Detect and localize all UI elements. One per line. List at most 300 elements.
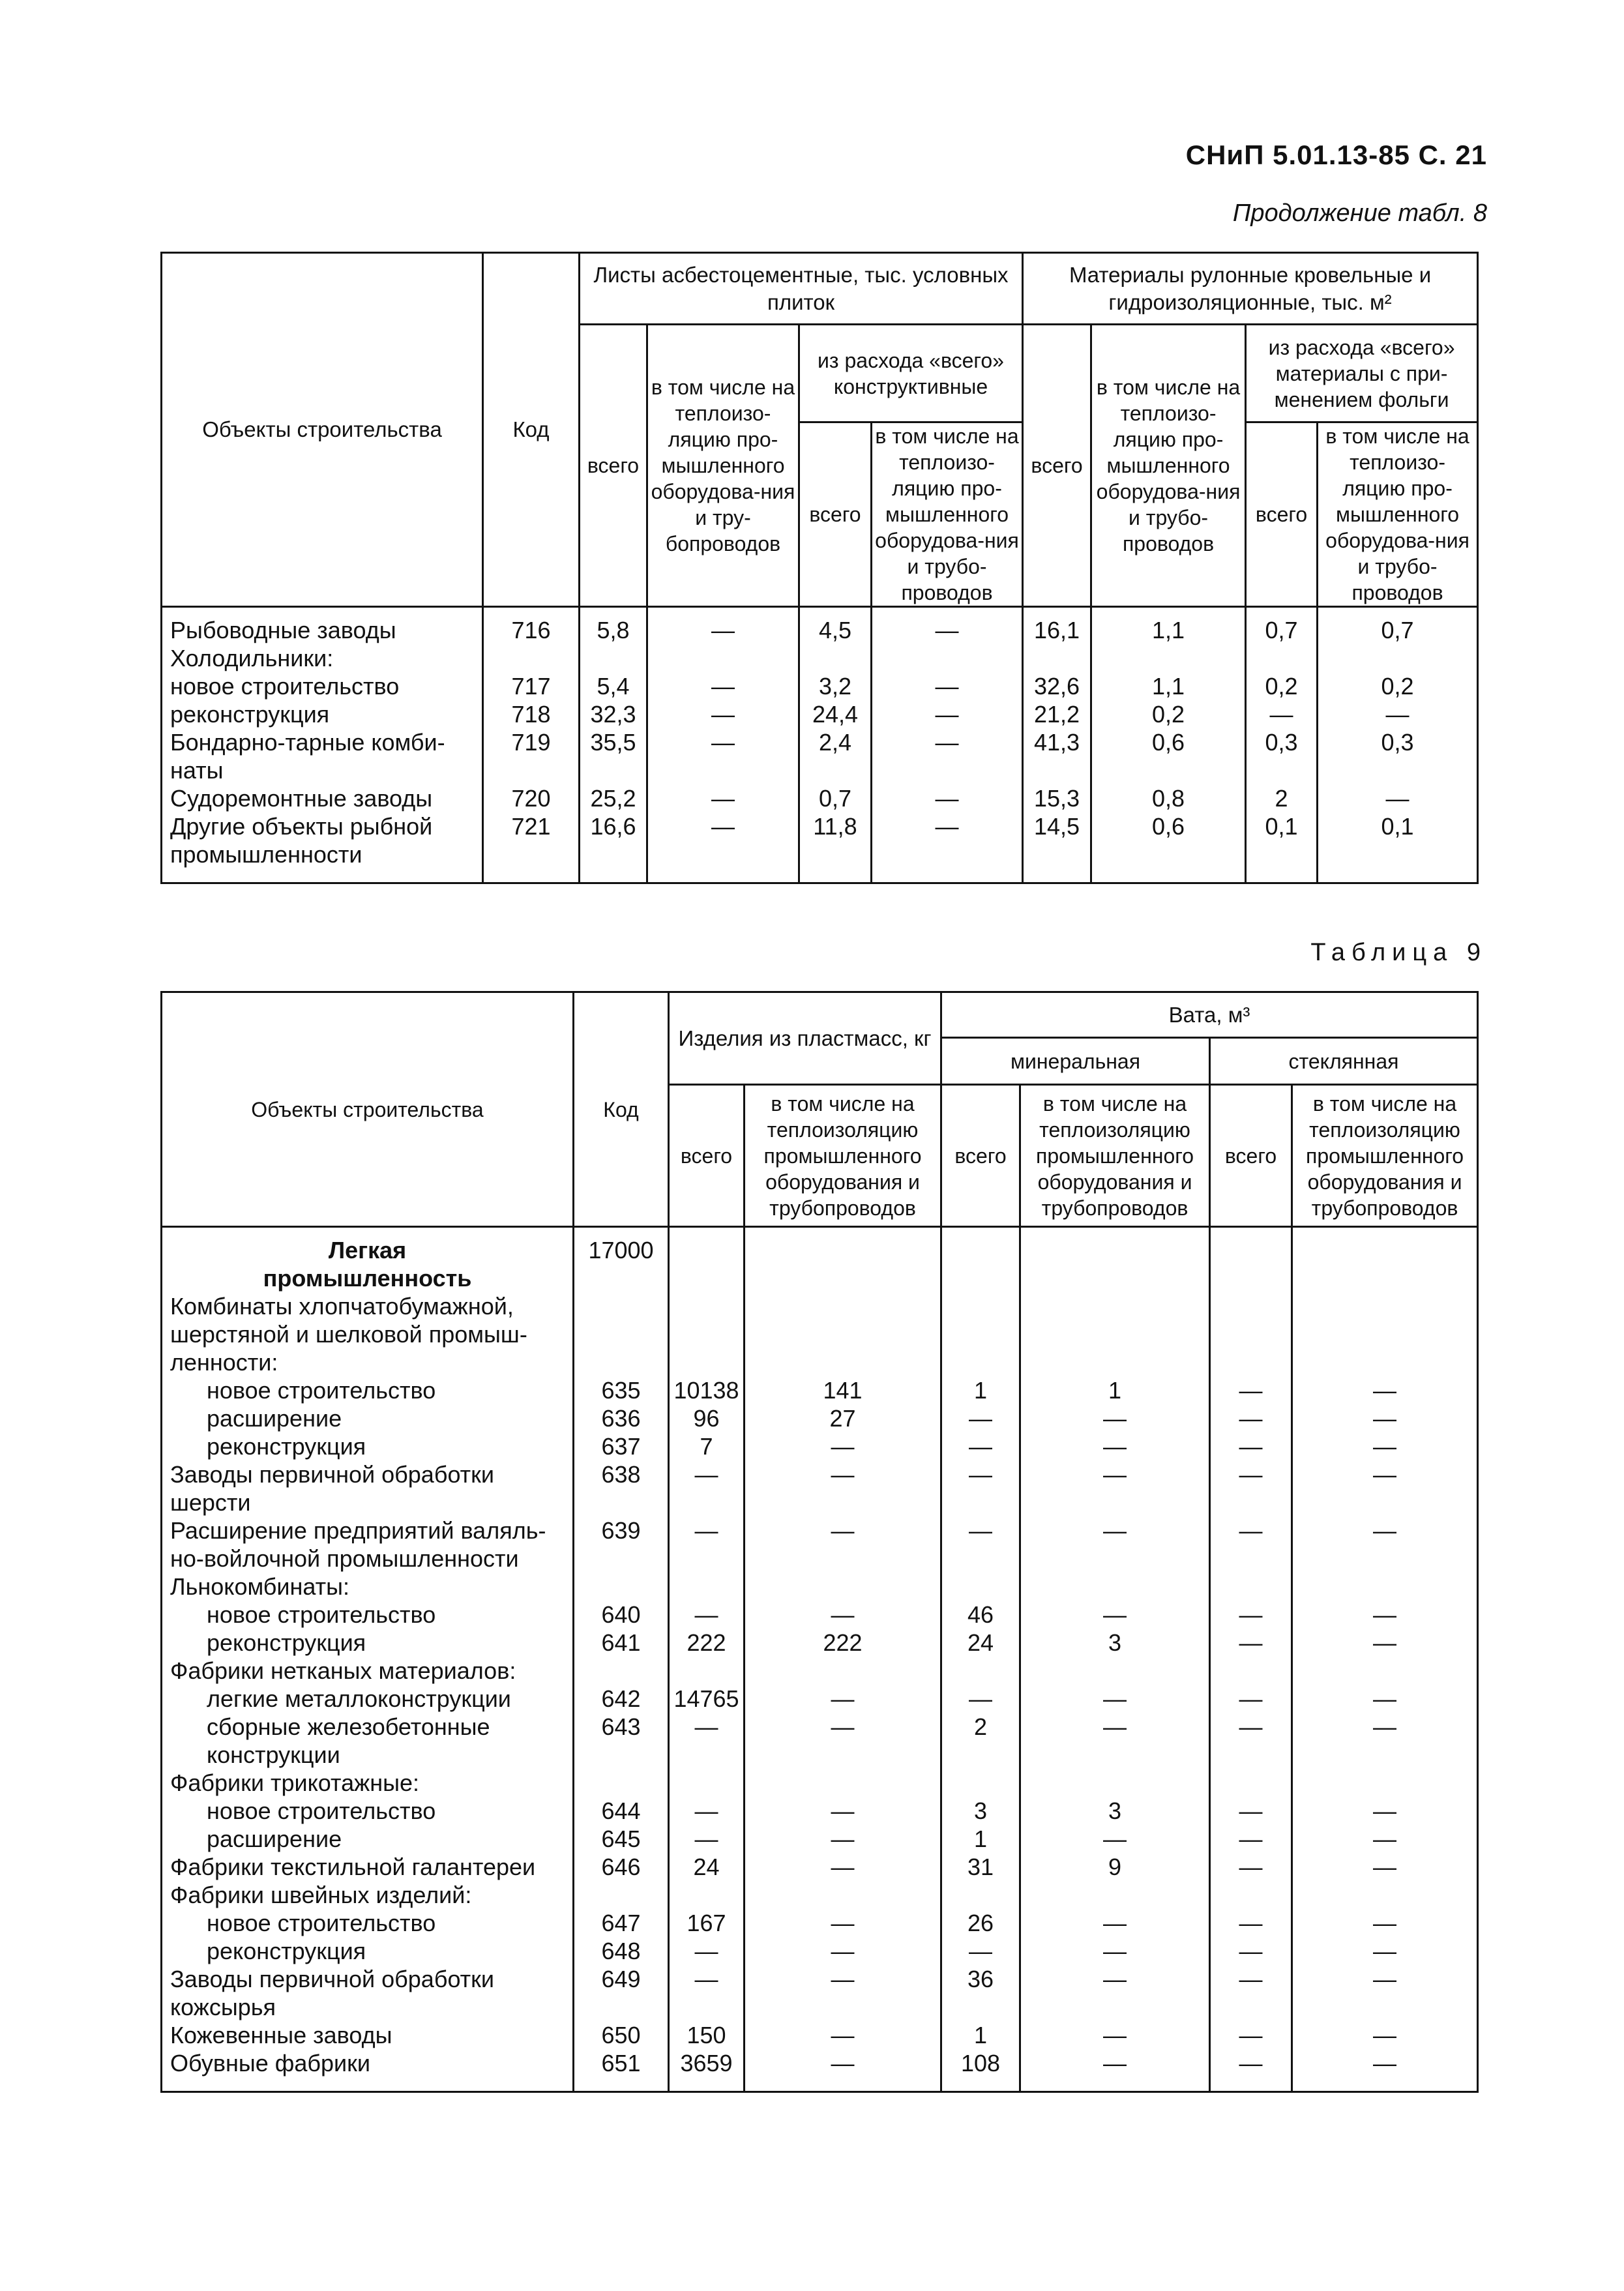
code-value: 649 — [601, 1966, 641, 1992]
cell-value: — — [1103, 1601, 1127, 1628]
code-value — [574, 1265, 668, 1293]
code-value: 720 — [511, 785, 551, 812]
cell-value — [670, 1741, 743, 1769]
code-value: 650 — [601, 2022, 641, 2048]
header-incl-thermal: в том числе на теплоизоляцию промышленного оборудования и трубопроводов — [1292, 1085, 1478, 1227]
cell-value: 24 — [967, 1629, 994, 1656]
table-row — [162, 1293, 1478, 1461]
cell-value: — — [969, 1685, 993, 1712]
object-name-line: Комбинаты хлопчатобумажной, — [170, 1293, 514, 1320]
value-cell — [941, 1517, 1020, 1573]
cell-value: — — [935, 785, 959, 812]
cell-value — [670, 1321, 743, 1349]
object-name — [162, 813, 483, 883]
value-cell — [872, 729, 1023, 785]
cell-value: 3 — [974, 1797, 988, 1824]
cell-value — [745, 1489, 940, 1517]
code-cell — [574, 1854, 669, 1882]
cell-value — [942, 1657, 1019, 1685]
cell-value — [1021, 1741, 1209, 1769]
cell-value: — — [969, 1433, 993, 1460]
cell-value — [745, 1657, 940, 1685]
value-cell — [669, 1854, 745, 1882]
cell-value — [670, 1769, 743, 1797]
cell-value — [670, 1573, 743, 1601]
cell-value: 3 — [1108, 1797, 1122, 1824]
cell-value: — — [1373, 2022, 1397, 2048]
cell-value — [1293, 1741, 1477, 1769]
object-name-line: новое строительство — [207, 1377, 436, 1404]
cell-value — [745, 1994, 940, 2022]
header-code: Код — [574, 992, 669, 1227]
cell-value: 14,5 — [1033, 813, 1080, 840]
value-cell — [941, 1573, 1020, 1657]
value-cell — [941, 1227, 1020, 1293]
object-name-line: промышленности — [170, 841, 362, 868]
cell-value: — — [1103, 1938, 1127, 1964]
header-total: всего — [1246, 422, 1318, 607]
table-row — [162, 645, 1478, 729]
cell-value: 11,8 — [813, 813, 857, 840]
cell-value: — — [1373, 1629, 1397, 1656]
code-cell — [574, 1293, 669, 1461]
cell-value: — — [1103, 1825, 1127, 1852]
cell-value: — — [1103, 2022, 1127, 2048]
cell-value: — — [831, 1825, 855, 1852]
value-cell — [1210, 1461, 1292, 1517]
cell-value: — — [694, 1825, 718, 1852]
cell-value: 222 — [823, 1629, 863, 1656]
cell-value — [745, 1349, 940, 1377]
cell-value: 0,1 — [1265, 813, 1298, 840]
value-cell — [1210, 1657, 1292, 1769]
value-cell — [745, 1517, 941, 1573]
code-value — [574, 1545, 668, 1573]
object-name — [162, 2050, 574, 2092]
code-value: 651 — [601, 2050, 641, 2077]
value-cell — [1292, 1882, 1478, 1966]
cell-value: — — [1239, 1966, 1263, 1992]
cell-value: 3 — [1108, 1629, 1122, 1656]
cell-value: — — [1239, 1685, 1263, 1712]
cell-value: — — [1239, 1910, 1263, 1936]
cell-value — [942, 1769, 1019, 1797]
code-value: 642 — [601, 1685, 641, 1712]
code-value — [574, 1994, 668, 2022]
header-wool: Вата, м³ — [941, 992, 1478, 1038]
value-cell — [1023, 785, 1091, 813]
value-cell — [745, 1293, 941, 1461]
value-cell — [1246, 785, 1318, 813]
object-name-line: но-войлочной промышленности — [170, 1545, 519, 1572]
cell-value — [1211, 1882, 1291, 1910]
cell-value — [670, 1265, 743, 1293]
header-roll-materials: Материалы рулонные кровельные и гидроизоляционные, тыс. м² — [1023, 253, 1478, 325]
cell-value: — — [1373, 2050, 1397, 2077]
table-row — [162, 1882, 1478, 1966]
table-row — [162, 1517, 1478, 1573]
value-cell — [745, 1769, 941, 1854]
object-name-line: Другие объекты рыбной — [170, 813, 433, 840]
cell-value: 41,3 — [1033, 729, 1080, 756]
cell-value: — — [969, 1461, 993, 1488]
cell-value: 0,7 — [1381, 617, 1414, 643]
object-name-line: реконструкция — [207, 1629, 366, 1656]
object-name-line: Заводы первичной обработки — [170, 1461, 495, 1488]
cell-value: — — [1373, 1517, 1397, 1544]
value-cell — [1210, 1882, 1292, 1966]
cell-value: — — [1239, 1517, 1263, 1544]
cell-value: — — [711, 673, 735, 700]
cell-value: — — [831, 1461, 855, 1488]
value-cell — [1292, 1657, 1478, 1769]
value-cell — [941, 1882, 1020, 1966]
object-name — [162, 645, 483, 729]
value-cell — [1020, 1769, 1210, 1854]
value-cell — [1292, 1573, 1478, 1657]
cell-value — [800, 645, 870, 673]
object-name-line: Фабрики трикотажные: — [170, 1769, 419, 1796]
code-value — [574, 1741, 668, 1769]
object-name — [162, 1882, 574, 1966]
code-value: 648 — [601, 1938, 641, 1964]
value-cell — [1020, 1227, 1210, 1293]
table-row — [162, 1966, 1478, 2022]
cell-value: 0,7 — [1265, 617, 1298, 643]
code-value: 640 — [601, 1601, 641, 1628]
code-value — [574, 1489, 668, 1517]
object-name — [162, 785, 483, 813]
cell-value: 1 — [974, 1825, 988, 1852]
cell-value — [745, 1293, 940, 1321]
value-cell — [1020, 1966, 1210, 2022]
cell-value — [1021, 1994, 1209, 2022]
header-incl-thermal: в том числе на теплоизо-ляцию про-мышленного оборудова-ния и трубо-проводов — [1091, 325, 1246, 607]
value-cell — [1292, 1769, 1478, 1854]
value-cell — [799, 785, 872, 813]
cell-value: 0,3 — [1381, 729, 1414, 756]
cell-value: 141 — [823, 1377, 863, 1404]
value-cell — [872, 607, 1023, 645]
cell-value — [1293, 1321, 1477, 1349]
header-code: Код — [483, 253, 580, 607]
code-value — [574, 1769, 668, 1797]
cell-value — [745, 1237, 940, 1265]
value-cell — [1020, 1657, 1210, 1769]
object-name-line: конструкции — [207, 1741, 340, 1768]
value-cell — [745, 2050, 941, 2092]
cell-value: 16,6 — [590, 813, 636, 840]
value-cell — [745, 1573, 941, 1657]
cell-value — [670, 1545, 743, 1573]
cell-value: 2 — [974, 1713, 988, 1740]
cell-value — [942, 1321, 1019, 1349]
cell-value: — — [831, 1910, 855, 1936]
cell-value: — — [711, 785, 735, 812]
cell-value: — — [935, 617, 959, 643]
cell-value — [942, 1349, 1019, 1377]
cell-value — [1211, 1994, 1291, 2022]
cell-value — [670, 1657, 743, 1685]
object-name-line: Обувные фабрики — [170, 2050, 370, 2077]
value-cell — [941, 1769, 1020, 1854]
header-total: всего — [799, 422, 872, 607]
header-total: всего — [1023, 325, 1091, 607]
object-name-line: Кожевенные заводы — [170, 2022, 392, 2048]
cell-value: — — [935, 701, 959, 728]
cell-value — [1293, 1237, 1477, 1265]
code-cell — [574, 1769, 669, 1854]
cell-value: 1 — [1108, 1377, 1122, 1404]
table-9 — [160, 991, 1479, 2093]
code-value — [574, 1573, 668, 1601]
value-cell — [745, 1227, 941, 1293]
cell-value: — — [1373, 1966, 1397, 1992]
cell-value — [670, 1293, 743, 1321]
cell-value — [580, 645, 646, 673]
cell-value — [942, 1573, 1019, 1601]
object-name-line: расширение — [207, 1825, 342, 1852]
cell-value: — — [1239, 1405, 1263, 1432]
cell-value — [745, 1741, 940, 1769]
cell-value: 25,2 — [590, 785, 636, 812]
value-cell — [941, 2022, 1020, 2050]
cell-value — [1021, 1265, 1209, 1293]
cell-value: 3659 — [680, 2050, 733, 2077]
cell-value: — — [1239, 1629, 1263, 1656]
value-cell — [1318, 813, 1478, 883]
header-objects: Объекты строительства — [162, 253, 483, 607]
object-name-line: Судоремонтные заводы — [170, 785, 433, 812]
cell-value: — — [1373, 1910, 1397, 1936]
cell-value: — — [831, 1517, 855, 1544]
cell-value: 46 — [967, 1601, 994, 1628]
object-name-line: реконструкция — [207, 1938, 366, 1964]
cell-value: — — [1373, 1825, 1397, 1852]
value-cell — [669, 1657, 745, 1769]
cell-value — [745, 1769, 940, 1797]
cell-value — [1021, 1882, 1209, 1910]
object-name-line: шерстяной и шелковой промыш- — [170, 1321, 527, 1348]
cell-value: 32,6 — [1033, 673, 1080, 700]
cell-value — [942, 1741, 1019, 1769]
value-cell — [941, 1461, 1020, 1517]
value-cell — [1210, 1293, 1292, 1461]
value-cell — [647, 645, 799, 729]
cell-value — [670, 1489, 743, 1517]
code-value: 646 — [601, 1854, 641, 1880]
cell-value: 1 — [974, 2022, 988, 2048]
cell-value — [1211, 1489, 1291, 1517]
cell-value — [745, 1321, 940, 1349]
cell-value — [1247, 645, 1316, 673]
object-name-line: промышленность — [263, 1265, 472, 1292]
code-value: 637 — [601, 1433, 641, 1460]
header-total: всего — [1210, 1085, 1292, 1227]
value-cell — [1246, 729, 1318, 785]
value-cell — [669, 1882, 745, 1966]
value-cell — [745, 1657, 941, 1769]
cell-value: — — [969, 1517, 993, 1544]
cell-value: — — [694, 1713, 718, 1740]
cell-value: — — [1103, 1461, 1127, 1488]
cell-value: 0,2 — [1152, 701, 1185, 728]
cell-value: 1,1 — [1152, 617, 1185, 643]
cell-value: — — [1103, 1966, 1127, 1992]
table-8-body — [162, 607, 1478, 883]
table-9-label: Таблица 9 — [1310, 939, 1487, 966]
object-name — [162, 1854, 574, 1882]
value-cell — [580, 607, 647, 645]
cell-value: — — [1373, 1377, 1397, 1404]
object-name-line: Заводы первичной обработки — [170, 1966, 495, 1992]
cell-value: 15,3 — [1033, 785, 1080, 812]
object-name-line: новое строительство — [170, 673, 400, 700]
cell-value: 31 — [967, 1854, 994, 1880]
cell-value: 10138 — [673, 1377, 739, 1404]
value-cell — [580, 645, 647, 729]
value-cell — [1292, 1966, 1478, 2022]
table-row — [162, 607, 1478, 645]
cell-value — [1021, 1489, 1209, 1517]
cell-value: — — [1373, 1461, 1397, 1488]
value-cell — [1210, 1769, 1292, 1854]
cell-value: 150 — [687, 2022, 726, 2048]
value-cell — [1023, 645, 1091, 729]
cell-value: 5,8 — [597, 617, 630, 643]
object-name — [162, 1657, 574, 1769]
code-value: 721 — [511, 813, 551, 840]
code-value: 638 — [601, 1461, 641, 1488]
cell-value — [1293, 1657, 1477, 1685]
object-name-line: Фабрики текстильной галантереи — [170, 1854, 536, 1880]
cell-value: — — [1373, 1938, 1397, 1964]
cell-value: — — [1103, 1910, 1127, 1936]
value-cell — [1210, 1517, 1292, 1573]
code-cell — [574, 1517, 669, 1573]
cell-value — [1211, 1545, 1291, 1573]
header-total: всего — [580, 325, 647, 607]
cell-value: 0,3 — [1265, 729, 1298, 756]
cell-value — [1293, 1994, 1477, 2022]
cell-value — [1021, 1293, 1209, 1321]
table-row — [162, 729, 1478, 785]
cell-value: — — [694, 1461, 718, 1488]
value-cell — [1023, 813, 1091, 883]
cell-value — [1211, 1349, 1291, 1377]
code-value: 639 — [601, 1517, 641, 1544]
cell-value: — — [935, 813, 959, 840]
value-cell — [669, 1461, 745, 1517]
cell-value — [942, 1994, 1019, 2022]
value-cell — [580, 785, 647, 813]
value-cell — [647, 607, 799, 645]
cell-value: 0,7 — [818, 785, 852, 812]
cell-value: — — [1239, 1461, 1263, 1488]
cell-value: — — [1373, 1713, 1397, 1740]
object-name — [162, 1293, 574, 1461]
cell-value: — — [1239, 1713, 1263, 1740]
cell-value: — — [969, 1938, 993, 1964]
cell-value: — — [1385, 701, 1410, 728]
value-cell — [1292, 1517, 1478, 1573]
header-of-total-foil: из расхода «всего» материалы с при-менением фольги — [1246, 325, 1478, 422]
table-row — [162, 1461, 1478, 1517]
value-cell — [941, 1293, 1020, 1461]
table-row — [162, 785, 1478, 813]
cell-value — [1211, 1657, 1291, 1685]
value-cell — [669, 1517, 745, 1573]
header-mineral: минеральная — [941, 1038, 1210, 1085]
value-cell — [1318, 729, 1478, 785]
cell-value — [670, 1237, 743, 1265]
cell-value: — — [1373, 1854, 1397, 1880]
cell-value — [1021, 1321, 1209, 1349]
value-cell — [1210, 2022, 1292, 2050]
cell-value: — — [935, 673, 959, 700]
code-value — [574, 1321, 668, 1349]
code-cell — [574, 1227, 669, 1293]
value-cell — [1210, 1227, 1292, 1293]
cell-value: — — [1103, 1685, 1127, 1712]
code-value — [484, 645, 578, 673]
code-value: 717 — [511, 673, 551, 700]
object-name-line: Бондарно-тарные комби- — [170, 729, 445, 756]
table-row — [162, 1227, 1478, 1293]
object-name — [162, 1227, 574, 1293]
code-cell — [574, 1573, 669, 1657]
value-cell — [941, 1854, 1020, 1882]
header-objects: Объекты строительства — [162, 992, 574, 1227]
object-name — [162, 607, 483, 645]
cell-value: 9 — [1108, 1854, 1122, 1880]
cell-value: 2,4 — [818, 729, 852, 756]
value-cell — [1020, 2050, 1210, 2092]
cell-value: — — [1385, 785, 1410, 812]
code-value — [574, 1657, 668, 1685]
object-name-line: Фабрики нетканых материалов: — [170, 1657, 516, 1684]
object-name-line: наты — [170, 757, 224, 784]
value-cell — [669, 1966, 745, 2022]
cell-value — [670, 1994, 743, 2022]
table-row — [162, 1573, 1478, 1657]
value-cell — [1210, 1573, 1292, 1657]
table-row — [162, 813, 1478, 883]
cell-value: — — [935, 729, 959, 756]
cell-value: — — [831, 1713, 855, 1740]
code-value: 716 — [511, 617, 551, 643]
code-value: 719 — [511, 729, 551, 756]
cell-value — [942, 1489, 1019, 1517]
object-name-line: легкие металлоконструкции — [207, 1685, 511, 1712]
cell-value: — — [1239, 1797, 1263, 1824]
header-incl-thermal: в том числе на теплоизоляцию промышленного оборудования и трубопроводов — [745, 1085, 941, 1227]
cell-value: 0,6 — [1152, 729, 1185, 756]
cell-value — [745, 1573, 940, 1601]
table-continuation-label: Продолжение табл. 8 — [1232, 200, 1487, 227]
cell-value — [1293, 1293, 1477, 1321]
cell-value: 5,4 — [597, 673, 630, 700]
cell-value: — — [1373, 1405, 1397, 1432]
cell-value: 35,5 — [590, 729, 636, 756]
cell-value: — — [831, 1966, 855, 1992]
code-value: 641 — [601, 1629, 641, 1656]
cell-value: — — [711, 729, 735, 756]
cell-value: — — [1103, 1433, 1127, 1460]
value-cell — [745, 2022, 941, 2050]
cell-value: — — [1239, 1854, 1263, 1880]
table-8 — [160, 252, 1479, 884]
